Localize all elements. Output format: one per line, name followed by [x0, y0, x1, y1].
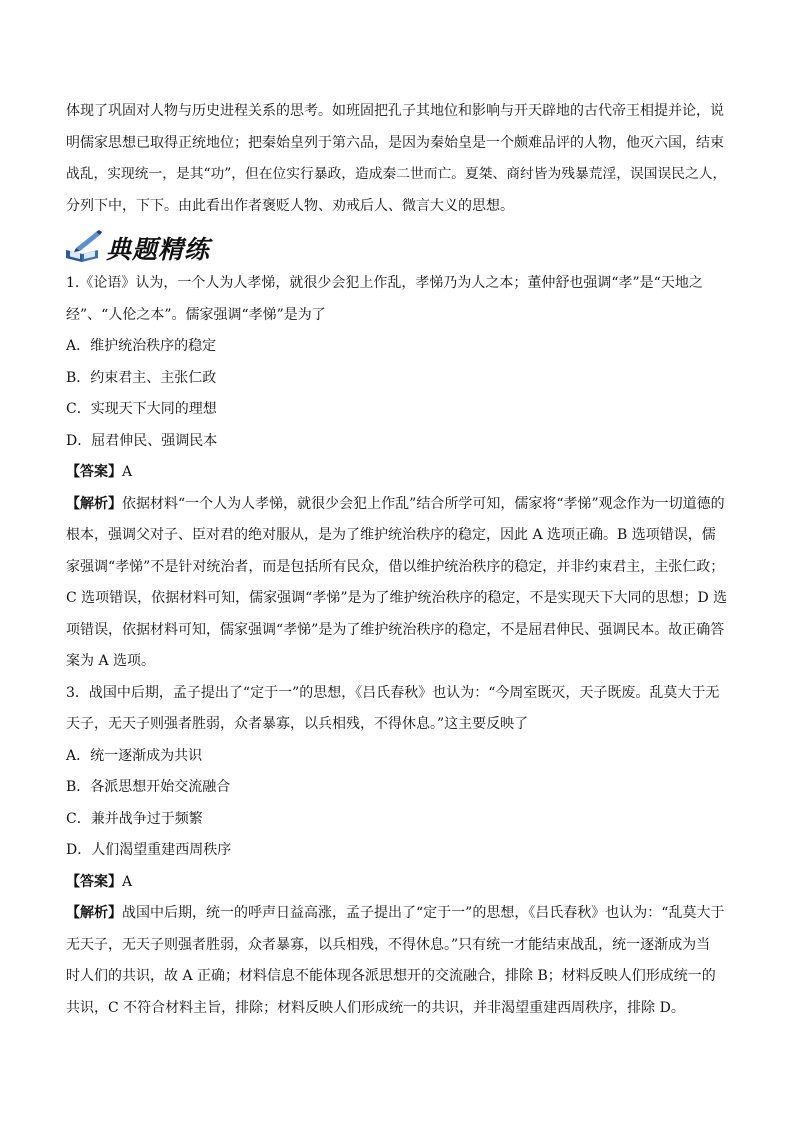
text-line: 分列下中，下下。由此看出作者褒贬人物、劝戒后人、微言大义的思想。 [66, 197, 514, 214]
option-a: A．维护统治秩序的稳定 [66, 338, 217, 354]
analysis-line: 案为 A 选项。 [66, 653, 156, 669]
answer-line [66, 867, 728, 899]
option-d: D．人们渴望重建西周秩序 [66, 842, 232, 858]
analysis-line: 项错误，依据材料可知，儒家强调“孝悌”是为了维护统治秩序的稳定，不是屈君伸民、强调民本。故正确答 [66, 621, 725, 638]
section-title: 典题精练 [106, 235, 211, 264]
text-line: 体现了巩固对人物与历史进程关系的思考。如班固把孔子其地位和影响与开天辟地的古代帝王相提并论，说 [66, 103, 724, 119]
intro-paragraph [66, 96, 728, 222]
question-stem: 3．战国中后期，孟子提出了“定于一”的思想，《吕氏春秋》也认为：“今周室既灭，天子既废。乱莫大于无 [66, 684, 720, 701]
question-block [66, 268, 728, 678]
analysis-line: 无天子，无天子则强者胜弱，众者暴寡，以兵相残，不得休息。”只有统一才能结束战乱，统一逐渐成为当 [66, 936, 711, 953]
analysis-text: 依据材料“一个人为人孝悌，就很少会犯上作乱”结合所学可知，儒家将“孝悌”观念作为一切道德的 [122, 495, 725, 512]
question-stem: 天子，无天子则强者胜弱，众者暴寡，以兵相残，不得休息。”这主要反映了 [66, 716, 529, 732]
analysis-line [66, 489, 728, 521]
analysis-line: 家强调“孝悌”不是针对统治者，而是包括所有民众，借以维护统治秩序的稳定，并非约束君主，主张仁政； [66, 558, 725, 575]
answer-label: 【答案】 [66, 873, 122, 890]
analysis-line: 根本，强调父对子、臣对君的绝对服从，是为了维护统治秩序的稳定，因此 A 选项正确。B 选项错误，儒 [66, 527, 716, 543]
analysis-text: 战国中后期，统一的呼声日益高涨，孟子提出了“定于一”的思想，《吕氏春秋》也认为：“乱莫大于 [122, 905, 725, 921]
analysis-line: C 选项错误，依据材料可知，儒家强调“孝悌”是为了维护统治秩序的稳定，不是实现天下大同的思想；D 选 [66, 590, 728, 606]
option-c: C．实现天下大同的理想 [66, 401, 217, 417]
option-b: B．各派思想开始交流融合 [66, 779, 231, 795]
answer-label: 【答案】 [66, 464, 122, 480]
document-page [66, 96, 728, 1024]
text-line: 明儒家思想已取得正统地位；把秦始皇列于第六品，是因为秦始皇是一个颇难品评的人物，他灭六国，结束 [66, 134, 724, 151]
question-block [66, 678, 728, 1025]
analysis-label: 【解析】 [66, 495, 122, 512]
question-stem: 经”、“人伦之本”。儒家强调“孝悌”是为了 [66, 306, 326, 323]
analysis-label: 【解析】 [66, 905, 122, 921]
option-d: D．屈君伸民、强调民本 [66, 432, 218, 449]
question-stem: 1.《论语》认为，一个人为人孝悌，就很少会犯上作乱，孝悌乃为人之本；董仲舒也强调“孝”是“天地之 [66, 275, 703, 291]
option-b: B．约束君主、主张仁政 [66, 369, 217, 386]
option-a: A．统一逐渐成为共识 [66, 747, 203, 764]
analysis-line: 时人们的共识，故 A 正确；材料信息不能体现各派思想开的交流融合，排除 B；材料反映人们形成统一的 [66, 968, 716, 984]
pen-book-icon [62, 228, 106, 264]
analysis-line [66, 898, 728, 930]
answer-line [66, 457, 728, 489]
section-header [66, 228, 728, 266]
answer-value: A [122, 873, 133, 890]
text-line: 战乱，实现统一，是其“功”，但在位实行暴政，造成秦二世而亡。夏桀、商纣皆为残暴荒淫，误国误民之人， [66, 166, 727, 182]
analysis-line: 共识，C 不符合材料主旨，排除；材料反映人们形成统一的共识，并非渴望重建西周秩序，排除 D。 [66, 999, 685, 1016]
answer-value: A [122, 464, 133, 480]
option-c: C．兼并战争过于频繁 [66, 810, 203, 827]
